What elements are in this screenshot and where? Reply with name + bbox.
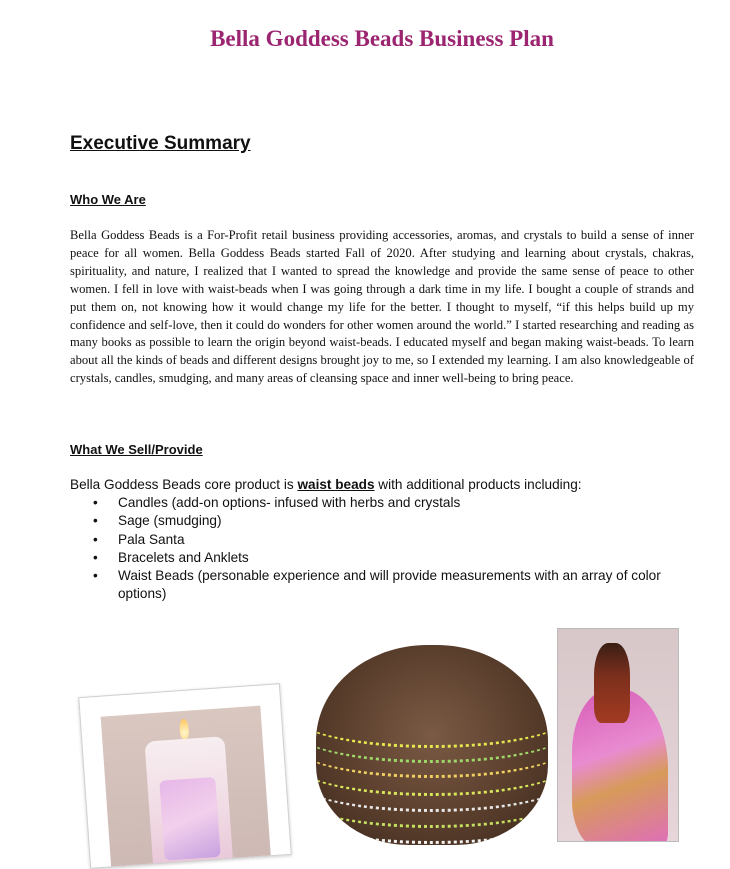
who-we-are-paragraph: Bella Goddess Beads is a For-Profit retail business providing accessories, aromas, and crystals to build a sense of inner peace for all women. Bella Goddess Beads started Fall of 2020. After studying and learning about crystals, chakras, spirituality, and nature, I realized that I wanted to spread the knowledge and provide the same sense of peace to other women. I fell in love with waist-beads when I was going through a dark time in my life. I bought a couple of strands and put them on, not knowing how it would change my life for the better. I thought to myself, “if this helps build up my confidence and self-love, then it could do wonders for other women around the world.” I started researching and reading as many books as possible to learn the origin beyond waist-beads. I educated myself and began making waist-beads. To learn about all the kinds of beads and different designs brought joy to me, so I extended my learning. I am also knowledgeable of crystals, candles, smudging, and many areas of cleansing space and inner well-being to bring peace.: [70, 228, 694, 386]
products-intro: [70, 477, 582, 492]
intro-text-end: with additional products including:: [374, 477, 582, 492]
bead-strand: [316, 781, 548, 844]
intro-text: Bella Goddess Beads core product is: [70, 477, 298, 492]
waist-beads-photo: [316, 645, 548, 845]
list-item: • Waist Beads (personable experience and will provide measurements with an array of color options): [70, 567, 670, 604]
sage-crystal-photo: [557, 628, 679, 842]
product-list: [70, 494, 670, 604]
candle-photo-scene: [101, 706, 272, 869]
list-item: • Bracelets and Anklets: [70, 549, 670, 567]
candle-label-art: [159, 777, 220, 861]
candle-flame: [179, 719, 189, 740]
list-item: • Pala Santa: [70, 531, 670, 549]
what-we-sell-heading: What We Sell/Provide: [70, 442, 203, 457]
intro-emphasis: waist beads: [297, 477, 375, 492]
list-item: • Sage (smudging): [70, 512, 670, 530]
executive-summary-heading: Executive Summary: [70, 133, 251, 154]
list-item: • Candles (add-on options- infused with herbs and crystals: [70, 494, 670, 512]
who-we-are-heading: Who We Are: [70, 192, 146, 207]
candle-photo: [78, 683, 292, 869]
document-title: Bella Goddess Beads Business Plan: [210, 26, 554, 51]
sage-bundle: [594, 643, 630, 723]
